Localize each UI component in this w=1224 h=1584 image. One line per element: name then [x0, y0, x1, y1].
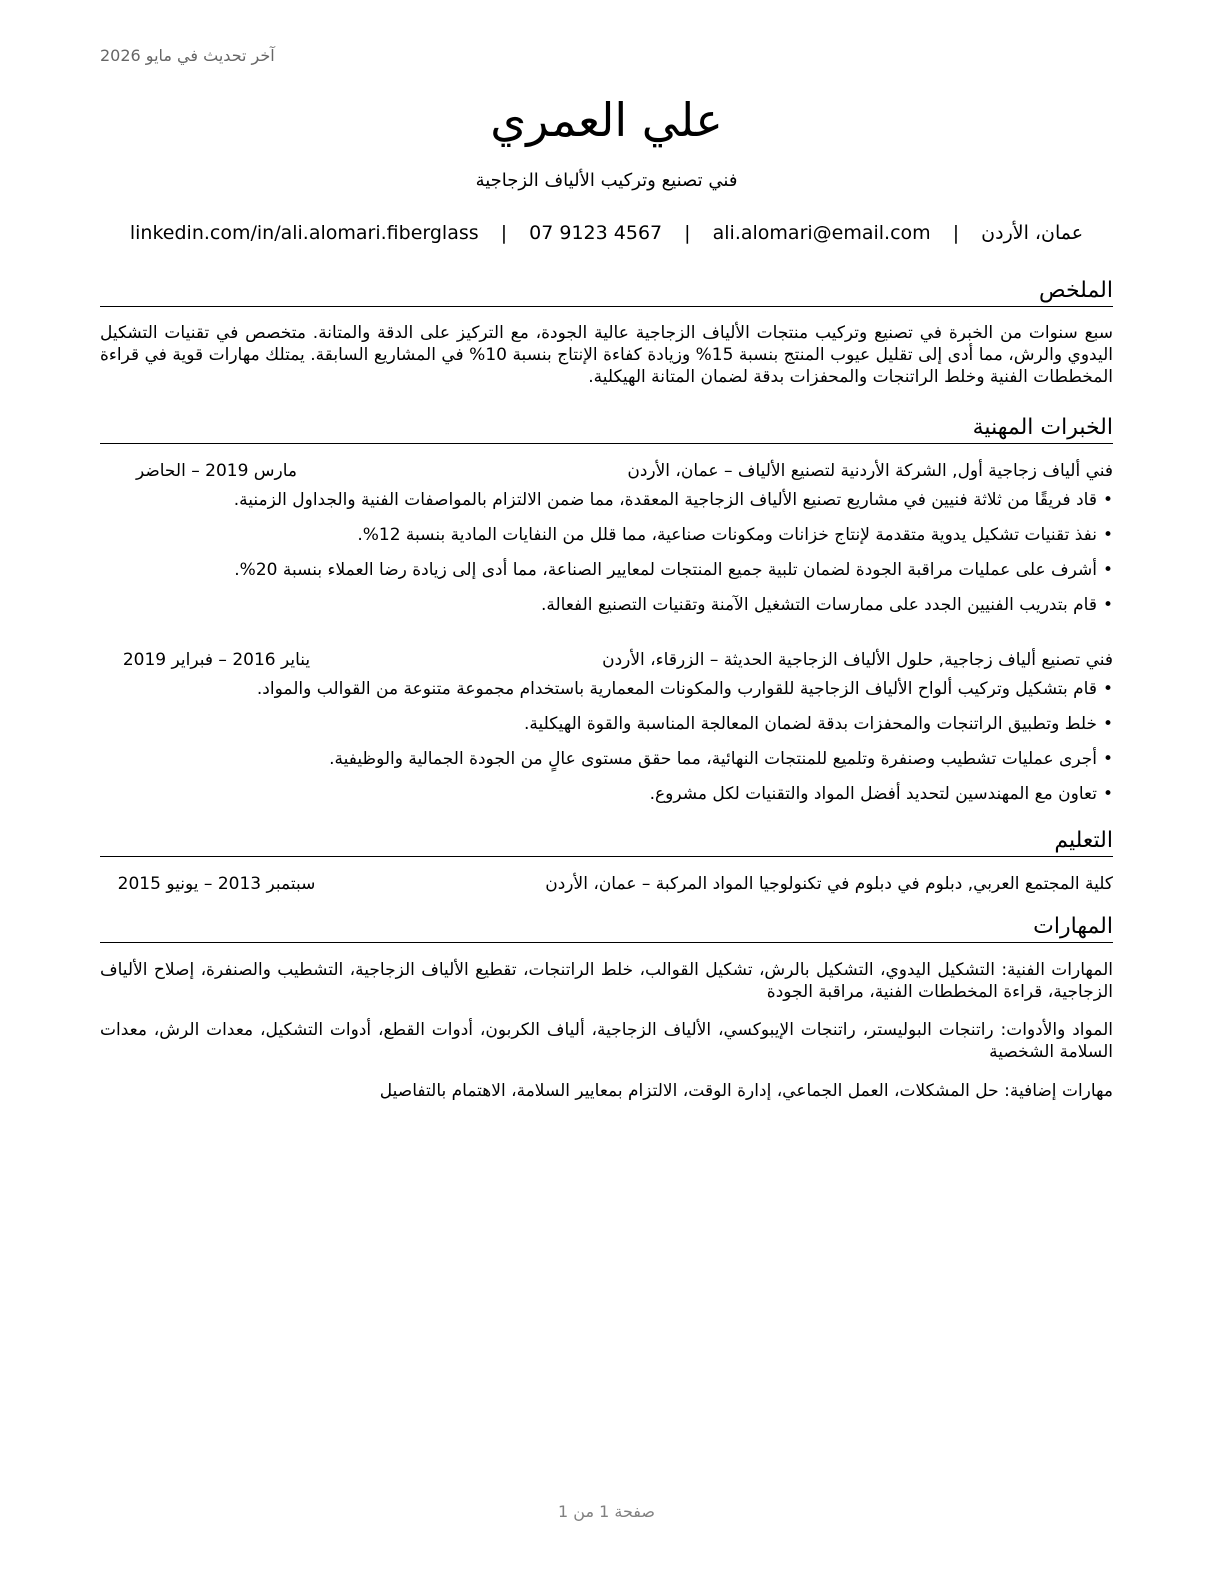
experience-heading: الخبرات المهنية [100, 413, 1113, 444]
job-role: فني ألياف زجاجية أول, الشركة الأردنية لتصنيع الألياف – عمان، الأردن [627, 461, 1113, 481]
job-bullet: • خلط وتطبيق الراتنجات والمحفزات بدقة لضمان المعالجة المناسبة والقوة الهيكلية. [100, 712, 1113, 736]
candidate-name: علي العمري [490, 93, 723, 147]
education-entry [100, 872, 1113, 896]
skills-heading: المهارات [100, 912, 1113, 943]
skills-additional: مهارات إضافية: حل المشكلات، العمل الجماعي، إدارة الوقت، الالتزام بمعايير السلامة، الاهتمام بالتفاصيل [379, 1081, 1113, 1101]
education-degree: كلية المجتمع العربي, دبلوم في دبلوم في تكنولوجيا المواد المركبة – عمان، الأردن [545, 874, 1113, 894]
education-dates: سبتمبر 2013 – يونيو 2015 [117, 874, 316, 894]
resume-page [100, 0, 1113, 1584]
job-bullet: • تعاون مع المهندسين لتحديد أفضل المواد والتقنيات لكل مشروع. [100, 782, 1113, 806]
skills-technical: المهارات الفنية: التشكيل اليدوي، التشكيل بالرش، تشكيل القوالب، خلط الراتنجات، تقطيع الألياف الزجاجية، التشطيب والصنفرة، إصلاح الألياف الزجاجية، قراءة المخططات الفنية، مراقبة الجودة [100, 960, 1113, 1002]
contact-email[interactable]: ali.alomari@email.com [712, 222, 931, 244]
job-bullet: • نفذ تقنيات تشكيل يدوية متقدمة لإنتاج خزانات ومكونات صناعية، مما قلل من النفايات المادية بنسبة 12%. [100, 523, 1113, 547]
skills-materials: المواد والأدوات: راتنجات البوليستر، راتنجات الإيبوكسي، الألياف الزجاجية، ألياف الكربون، أدوات القطع، أدوات التشكيل، معدات الرش، معدات السلامة الشخصية [100, 1020, 1113, 1062]
summary-heading: الملخص [100, 276, 1113, 307]
summary-text: سبع سنوات من الخبرة في تصنيع وتركيب منتجات الألياف الزجاجية عالية الجودة، مع التركيز على الدقة والمتانة. متخصص في تقنيات التشكيل اليدوي والرش، مما أدى إلى تقليل عيوب المنتج بنسبة 15% وزيادة كفاءة الإنتاج بنسبة 10% في المشاريع السابقة. يمتلك مهارات قوية في قراءة المخططات الفنية وخلط الراتنجات والمحفزات بدقة لضمان المتانة الهيكلية. [100, 323, 1113, 387]
contact-separator: | [684, 222, 691, 244]
page-number: صفحة 1 من 1 [558, 1502, 655, 1521]
job-bullet: • أشرف على عمليات مراقبة الجودة لضمان تلبية جميع المنتجات لمعايير الصناعة، مما أدى إلى زيادة رضا العملاء بنسبة 20%. [100, 558, 1113, 582]
contact-linkedin[interactable]: linkedin.com/in/ali.alomari.fiberglass [129, 222, 479, 244]
job-bullets [100, 677, 1113, 817]
education-heading: التعليم [100, 826, 1113, 857]
job-dates: يناير 2016 – فبراير 2019 [122, 650, 311, 670]
job-header [100, 459, 1113, 483]
job-bullet: • قام بتشكيل وتركيب ألواح الألياف الزجاجية للقوارب والمكونات المعمارية باستخدام مجموعة متنوعة من القوالب والمواد. [100, 677, 1113, 701]
job-dates: مارس 2019 – الحاضر [135, 461, 298, 481]
contact-separator: | [952, 222, 960, 244]
job-bullet: • قاد فريقًا من ثلاثة فنيين في مشاريع تصنيع الألياف الزجاجية المعقدة، مما ضمن الالتزام بالمواصفات الفنية والجداول الزمنية. [100, 488, 1113, 512]
contact-location: عمان، الأردن [981, 222, 1084, 244]
job-header [100, 648, 1113, 672]
contact-phone[interactable]: 07 9123 4567 [529, 222, 663, 244]
candidate-title: فني تصنيع وتركيب الألياف الزجاجية [475, 170, 738, 191]
last-updated-note: آخر تحديث في مايو 2026 [100, 46, 275, 65]
contact-line [100, 222, 1113, 244]
job-bullet: • قام بتدريب الفنيين الجدد على ممارسات التشغيل الآمنة وتقنيات التصنيع الفعالة. [100, 593, 1113, 617]
job-bullets [100, 488, 1113, 628]
job-role: فني تصنيع ألياف زجاجية, حلول الألياف الزجاجية الحديثة – الزرقاء، الأردن [602, 650, 1113, 670]
contact-separator: | [500, 222, 508, 244]
job-bullet: • أجرى عمليات تشطيب وصنفرة وتلميع للمنتجات النهائية، مما حقق مستوى عالٍ من الجودة الجمالية والوظيفية. [100, 747, 1113, 771]
